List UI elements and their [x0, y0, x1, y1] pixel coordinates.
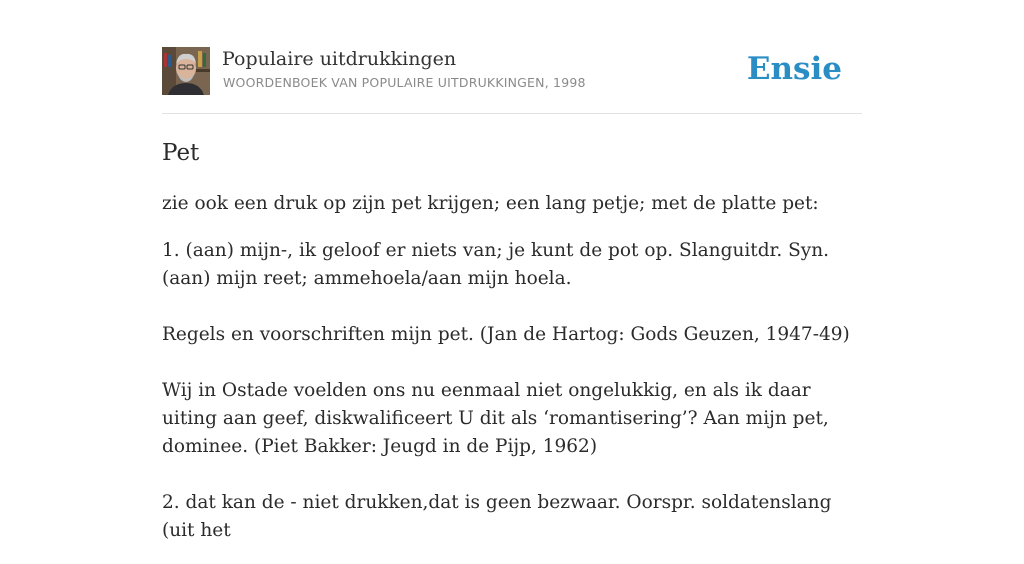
entry-paragraph: 1. (aan) mijn-, ik geloof er niets van; je kunt de pot op. Slanguitdr. Syn. (aan) mijn reet; ammehoela/aan mijn hoela.	[162, 240, 830, 289]
source-header	[162, 47, 862, 95]
entry-paragraph: 2. dat kan de - niet drukken,dat is geen bezwaar. Oorspr. soldatenslang (uit het	[162, 492, 832, 541]
entry-body	[162, 190, 862, 564]
entry-paragraph: zie ook een druk op zijn pet krijgen; een lang petje; met de platte pet:	[162, 193, 819, 214]
entry-paragraph: Regels en voorschriften mijn pet. (Jan de Hartog: Gods Geuzen, 1947-49)	[162, 324, 850, 345]
source-subtitle: WOORDENBOEK VAN POPULAIRE UITDRUKKINGEN, 1998	[223, 75, 586, 90]
author-avatar[interactable]	[162, 47, 210, 95]
source-title[interactable]: Populaire uitdrukkingen	[222, 48, 457, 70]
header-divider	[162, 113, 862, 114]
entry-paragraph: Wij in Ostade voelden ons nu eenmaal niet ongelukkig, en als ik daar uiting aan geef, diskwalificeert U dit als ‘romantisering’? Aan mijn pet, dominee. (Piet Bakker: Jeugd in de Pijp, 1962)	[162, 380, 829, 457]
ensie-logo[interactable]: Ensie	[746, 51, 842, 87]
page	[162, 0, 862, 541]
avatar-portrait-icon	[162, 47, 210, 95]
entry-headword: Pet	[162, 140, 200, 166]
